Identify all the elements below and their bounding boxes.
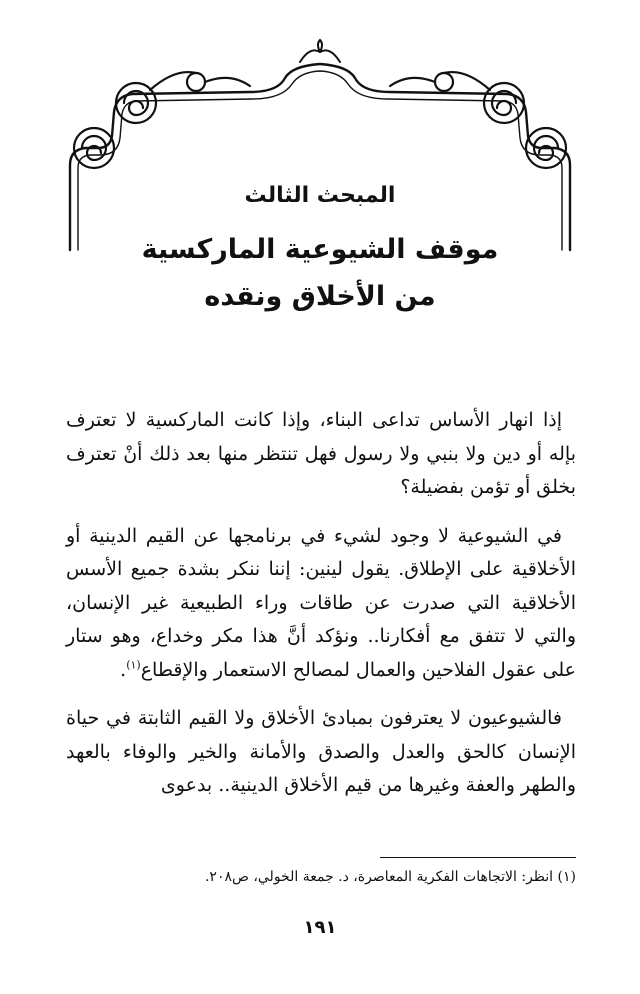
section-label: المبحث الثالث — [244, 183, 396, 208]
footnote-divider — [380, 857, 576, 858]
decorative-frame-ornament — [0, 0, 640, 260]
footnote: (١) انظر: الاتجاهات الفكرية المعاصرة، د. جمعة الخولي، ص٢٠٨. — [204, 869, 576, 885]
footnote-reference[interactable]: (١) — [126, 658, 141, 672]
chapter-title-line-1: موقف الشيوعية الماركسية — [141, 234, 499, 265]
paragraph-3: فالشيوعيون لا يعترفون بمبادئ الأخلاق ولا القيم الثابتة في حياة الإنسان كالحق والعدل والصدق والأمانة والخير والوفاء بالعهد والطهر والعفة وغيرها من قيم الأخلاق الدينية.. بدعوى — [66, 707, 576, 796]
paragraph-2 — [66, 520, 576, 688]
paragraph-1: إذا انهار الأساس تداعى البناء، وإذا كانت الماركسية لا تعترف بإله أو دين ولا بنبي ولا رسول فهل تنتظر منها بعد ذلك أنْ تعترف بخلق أو تؤمن بفضيلة؟ — [66, 409, 576, 498]
body-text — [66, 404, 576, 818]
page-number: ١٩١ — [303, 917, 337, 938]
paragraph-2-end: . — [120, 658, 127, 681]
paragraph-2-text: في الشيوعية لا وجود لشيء في برنامجها عن القيم الدينية أو الأخلاقية على الإطلاق. يقول لينين: إننا ننكر بشدة جميع الأسس الأخلاقية التي صدرت عن طاقات وراء الطبيعية غير الإنسان، والتي لا تتفق مع أفكارنا.. ونؤكد أنَّ هذا مكر وخداع، وهو ستار على عقول الفلاحين والعمال لمصالح الاستعمار والإقطاع — [66, 524, 576, 681]
chapter-title-line-2: من الأخلاق ونقده — [204, 281, 436, 312]
